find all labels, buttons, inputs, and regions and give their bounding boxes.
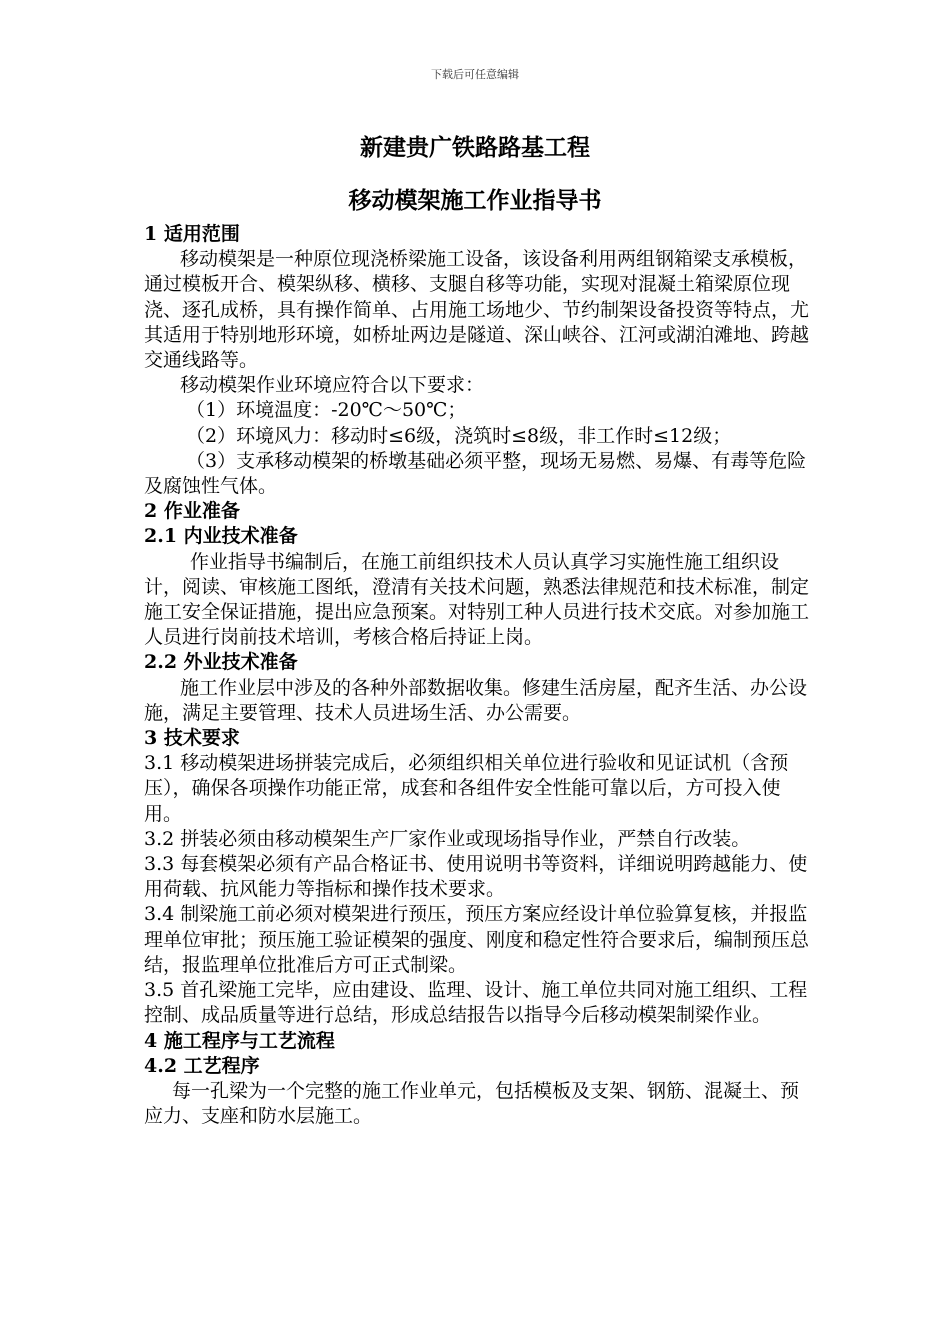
section-4-heading: 4 施工程序与工艺流程 (144, 1029, 335, 1052)
section-2-2-heading: 2.2 外业技术准备 (144, 651, 298, 674)
requirement-item: （1）环境温度：-20℃～50℃； (186, 399, 467, 422)
requirement-item: （3）支承移动模架的桥墩基础必须平整，现场无易燃、易爆、有毒等危险及腐蚀性气体。 (144, 449, 807, 498)
document-body (144, 222, 810, 1129)
section-3-heading: 3 技术要求 (144, 727, 240, 750)
technical-requirement: 3.1 移动模架进场拼装完成后，必须组织相关单位进行验收和见证试机（含预压），确保各项操作功能正常，成套和各组件安全性能可靠以后，方可投入使用。 (144, 752, 789, 825)
document-title: 新建贵广铁路路基工程 (360, 134, 590, 161)
section-2-heading: 2 作业准备 (144, 500, 240, 523)
technical-requirement: 3.2 拼装必须由移动模架生产厂家作业或现场指导作业，严禁自行改装。 (144, 827, 751, 850)
section-2-1-paragraph: 作业指导书编制后，在施工前组织技术人员认真学习实施性施工组织设计，阅读、审核施工图纸，澄清有关技术问题，熟悉法律规范和技术标准，制定施工安全保证措施，提出应急预案。对特别工种人员进行技术交底。对参加施工人员进行岗前技术培训，考核合格后持证上岗。 (144, 550, 810, 649)
header-note: 下载后可任意编辑 (431, 68, 519, 81)
technical-requirement: 3.3 每套模架必须有产品合格证书、使用说明书等资料，详细说明跨越能力、使用荷载、抗风能力等指标和操作技术要求。 (144, 853, 808, 901)
section-2-2-paragraph: 施工作业层中涉及的各种外部数据收集。修建生活房屋，配齐生活、办公设施，满足主要管理、技术人员进场生活、办公需要。 (144, 676, 808, 724)
section-1-paragraph: 移动模架是一种原位现浇桥梁施工设备，该设备利用两组钢箱梁支承模板，通过模板开合、模架纵移、横移、支腿自移等功能，实现对混凝土箱梁原位现浇、逐孔成桥，具有操作简单、占用施工场地少、节约制架设备投资等特点，尤其适用于特别地形环境，如桥址两边是隧道、深山峡谷、江河或湖泊滩地、跨越交通线路等。 (144, 248, 810, 372)
section-1-heading: 1 适用范围 (144, 223, 240, 245)
technical-requirement: 3.4 制梁施工前必须对模架进行预压，预压方案应经设计单位验算复核，并报监理单位审批；预压施工验证模架的强度、刚度和稳定性符合要求后，编制预压总结，报监理单位批准后方可正式制梁。 (144, 903, 810, 976)
technical-requirement: 3.5 首孔梁施工完毕，应由建设、监理、设计、施工单位共同对施工组织、工程控制、成品质量等进行总结，形成总结报告以指导今后移动模架制梁作业。 (144, 979, 808, 1027)
section-4-2-heading: 4.2 工艺程序 (144, 1054, 260, 1077)
requirement-item: （2）环境风力：移动时≤6级，浇筑时≤8级，非工作时≤12级； (186, 424, 732, 447)
section-2-1-heading: 2.1 内业技术准备 (144, 525, 298, 548)
section-1-requirements-intro: 移动模架作业环境应符合以下要求： (180, 374, 485, 397)
document-subtitle: 移动模架施工作业指导书 (348, 187, 602, 214)
section-4-2-paragraph: 每一孔梁为一个完整的施工作业单元，包括模板及支架、钢筋、混凝土、预应力、支座和防水层施工。 (144, 1079, 800, 1128)
